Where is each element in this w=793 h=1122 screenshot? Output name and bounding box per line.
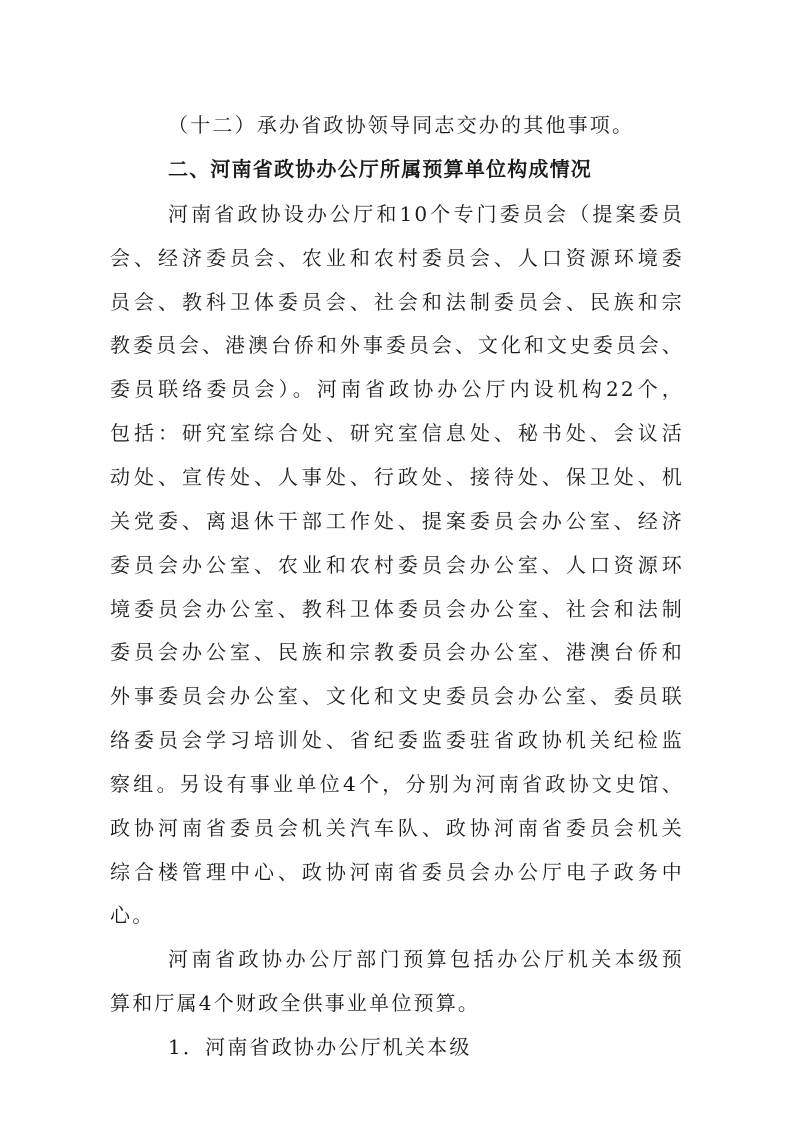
paragraph-line: 外事委员会办公室、文化和文史委员会办公室、委员联 xyxy=(110,684,684,708)
paragraph-line: 会、经济委员会、农业和农村委员会、人口资源环境委 xyxy=(110,246,684,270)
paragraph-line: 境委员会办公室、教科卫体委员会办公室、社会和法制 xyxy=(110,597,684,621)
paragraph-line: 委员会办公室、农业和农村委员会办公室、人口资源环 xyxy=(110,553,684,577)
paragraph-line: 河南省政协办公厅部门预算包括办公厅机关本级预 xyxy=(168,947,684,971)
subitem-1-heading: 1．河南省政协办公厅机关本级 xyxy=(168,1035,472,1059)
paragraph-line: 河南省政协设办公厅和10个专门委员会（提案委员 xyxy=(168,202,684,226)
paragraph-line: 员会、教科卫体委员会、社会和法制委员会、民族和宗 xyxy=(110,290,684,314)
paragraph-line: 综合楼管理中心、政协河南省委员会办公厅电子政务中 xyxy=(110,860,684,884)
paragraph-line: 委员联络委员会）。河南省政协办公厅内设机构22个， xyxy=(110,377,684,401)
item-12-text: （十二）承办省政协领导同志交办的其他事项。 xyxy=(168,113,635,137)
paragraph-line: 察组。另设有事业单位4个，分别为河南省政协文史馆、 xyxy=(110,772,684,796)
paragraph-line: 动处、宣传处、人事处、行政处、接待处、保卫处、机 xyxy=(110,465,684,489)
paragraph-line: 委员会办公室、民族和宗教委员会办公室、港澳台侨和 xyxy=(110,640,684,664)
paragraph-line: 关党委、离退休干部工作处、提案委员会办公室、经济 xyxy=(110,509,684,533)
paragraph-line: 算和厅属4个财政全供事业单位预算。 xyxy=(110,991,481,1015)
paragraph-line: 教委员会、港澳台侨和外事委员会、文化和文史委员会、 xyxy=(110,333,684,357)
section-2-heading: 二、河南省政协办公厅所属预算单位构成情况 xyxy=(168,157,592,181)
paragraph-line: 包括：研究室综合处、研究室信息处、秘书处、会议活 xyxy=(110,421,684,445)
paragraph-line: 心。 xyxy=(110,903,155,927)
paragraph-line: 络委员会学习培训处、省纪委监委驻省政协机关纪检监 xyxy=(110,728,684,752)
paragraph-line: 政协河南省委员会机关汽车队、政协河南省委员会机关 xyxy=(110,816,684,840)
